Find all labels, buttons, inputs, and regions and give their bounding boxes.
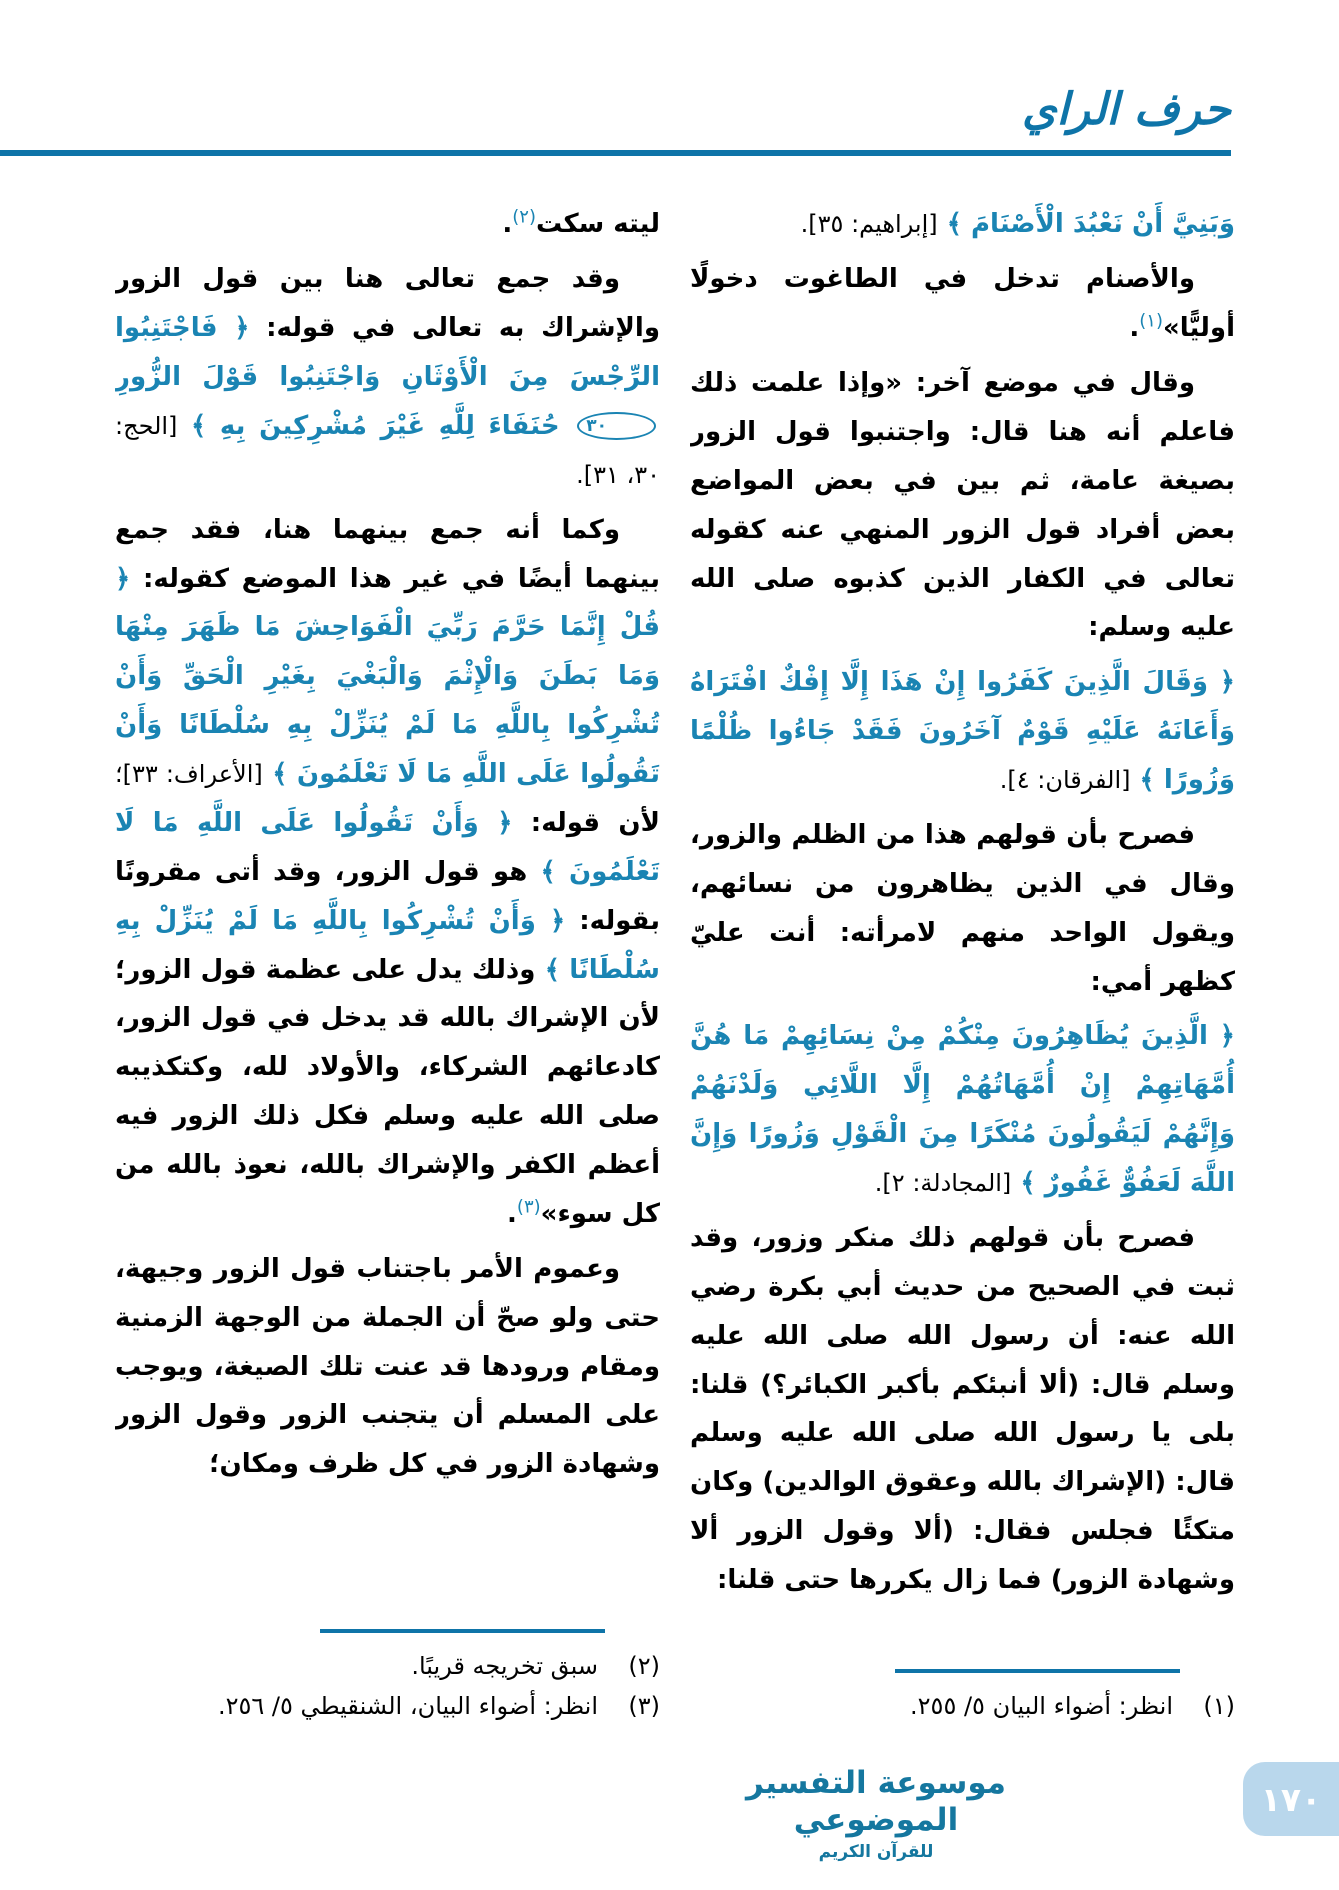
chapter-header <box>0 0 1339 156</box>
text-columns <box>0 156 1339 1732</box>
paragraph <box>115 506 660 1239</box>
verse-citation: [الفرقان: ٤]. <box>999 766 1131 795</box>
body-text: وذلك يدل على عظمة قول الزور؛ لأن الإشراك بالله قد يدخل في قول الزور، كادعائهم الشركاء، والأولاد لله، وكتكذيبه صلى الله عليه وسلم فكل ذلك الزور فيه أعظم الكفر والإشراك بالله، نعوذ بالله من كل سوء» <box>115 954 660 1229</box>
paragraph <box>115 200 660 249</box>
footnote-number: (٢) <box>628 1652 660 1681</box>
quran-verse: ﴿ وَأَنْ تَقُولُوا عَلَى اللَّهِ مَا لَا تَعْلَمُونَ ﴾ <box>115 807 660 887</box>
body-text: لأن قوله: <box>512 807 660 838</box>
paragraph <box>690 359 1235 652</box>
paragraph <box>115 1245 660 1489</box>
body-text: وعموم الأمر باجتناب قول الزور وجيهة، حتى ولو صحّ أن الجملة من الوجهة الزمنية ومقام ورودها قد عنت تلك الصيغة، ويوجب على المسلم أن يتجنب الزور وقول الزور وشهادة الزور في كل ظرف ومكان؛ <box>115 1253 660 1480</box>
paragraph <box>115 255 660 499</box>
footnote-text: سبق تخريجه قريبًا. <box>411 1652 598 1681</box>
footnote-ref: (١) <box>1139 310 1163 332</box>
quran-verse: ﴿ وَأَنْ تُشْرِكُوا بِاللَّهِ مَا لَمْ يُنَزِّلْ بِهِ سُلْطَانًا ﴾ <box>115 905 660 985</box>
paragraph <box>690 811 1235 1007</box>
footnote-ref: (٢) <box>512 206 536 228</box>
page-number-tab <box>1243 1762 1339 1836</box>
quran-verse: حُنَفَاءَ لِلَّهِ غَيْرَ مُشْرِكِينَ بِهِ ﴾ <box>177 410 574 441</box>
body-text: وقد جمع تعالى هنا بين قول الزور والإشراك به تعالى في قوله: <box>115 264 660 344</box>
paragraph <box>690 200 1235 249</box>
body-text: فصرح بأن قولهم هذا من الظلم والزور، وقال في الذين يظاهرون من نسائهم، ويقول الواحد منهم لامرأته: أنت عليّ كظهر أمي: <box>690 819 1235 997</box>
footnote-ref: (٣) <box>516 1196 541 1218</box>
footnote <box>690 1687 1235 1727</box>
body-text: . <box>502 209 513 240</box>
verse-citation: [إبراهيم: ٣٥]. <box>800 210 938 239</box>
quran-verse: ﴿ فَاجْتَنِبُوا الرِّجْسَ مِنَ الْأَوْثَانِ وَاجْتَنِبُوا قَوْلَ الزُّورِ <box>115 313 660 393</box>
paragraph <box>690 255 1235 353</box>
body-text: ليته سكت <box>535 209 660 240</box>
footnote-text: انظر: أضواء البيان، الشنقيطي ٥/ ٢٥٦. <box>217 1691 598 1720</box>
quran-verse: وَبَنِيَّ أَنْ نَعْبُدَ الْأَصْنَامَ ﴾ <box>937 209 1235 240</box>
footnote-list-right <box>690 1687 1235 1727</box>
verse-citation: [الأعراف: ٣٣]؛ <box>115 760 263 789</box>
paragraph <box>690 1214 1235 1605</box>
footnotes-left <box>115 1629 660 1732</box>
footnote <box>115 1687 660 1727</box>
body-text: فصرح بأن قولهم ذلك منكر وزور، وقد ثبت في الصحيح من حديث أبي بكرة رضي الله عنه: أن رسول الله صلى الله عليه وسلم قال: (ألا أنبئكم بأكبر الكبائر؟) قلنا: بلى يا رسول الله صلى الله عليه وسلم قال: (الإشراك بالله وعقوق الوالدين) وكان متكئًا فجلس فقال: (ألا وقول الزور ألا وشهادة الزور) فما زال يكررها حتى قلنا: <box>690 1222 1235 1596</box>
footnote-separator <box>895 1669 1180 1673</box>
book-logo-subtitle: للقرآن الكريم <box>818 1842 934 1862</box>
footnote-text: انظر: أضواء البيان ٥/ ٢٥٥. <box>910 1691 1173 1720</box>
page-number: ١٧٠ <box>1260 1779 1322 1819</box>
quran-verse: ﴿ وَقَالَ الَّذِينَ كَفَرُوا إِنْ هَذَا إِلَّا إِفْكٌ افْتَرَاهُ وَأَعَانَهُ عَلَيْهِ قَوْمٌ آخَرُونَ فَقَدْ جَاءُوا ظُلْمًا وَزُورًا ﴾ <box>690 667 1235 796</box>
footnote-number: (١) <box>1203 1691 1235 1720</box>
footnote-number: (٣) <box>628 1691 660 1720</box>
book-logo <box>731 1765 1021 1862</box>
quran-verse: ﴿ الَّذِينَ يُظَاهِرُونَ مِنْكُمْ مِنْ نِسَائِهِمْ مَا هُنَّ أُمَّهَاتِهِمْ إِنْ أُمَّهَاتُهُمْ إِلَّا اللَّائِي وَلَدْنَهُمْ وَإِنَّهُمْ لَيَقُولُونَ مُنْكَرًا مِنَ الْقَوْلِ وَزُورًا وَإِنَّ اللَّهَ لَعَفُوٌّ غَفُورٌ ﴾ <box>690 1021 1235 1199</box>
footnote-list-left <box>115 1647 660 1726</box>
column-left <box>115 200 660 1732</box>
paragraph <box>690 658 1235 805</box>
footnote <box>115 1647 660 1687</box>
footnotes-right <box>690 1669 1235 1733</box>
column-left-body <box>115 200 660 1495</box>
footnote-separator <box>320 1629 605 1633</box>
column-right <box>690 200 1235 1732</box>
chapter-title: حرف الراي <box>1022 84 1231 135</box>
quran-verse: ﴿ قُلْ إِنَّمَا حَرَّمَ رَبِّيَ الْفَوَاحِشَ مَا ظَهَرَ مِنْهَا وَمَا بَطَنَ وَالْإِثْمَ وَالْبَغْيَ بِغَيْرِ الْحَقِّ وَأَنْ تُشْرِكُوا بِاللَّهِ مَا لَمْ يُنَزِّلْ بِهِ سُلْطَانًا وَأَنْ تَقُولُوا عَلَى اللَّهِ مَا لَا تَعْلَمُونَ ﴾ <box>115 563 660 790</box>
paragraph <box>690 1012 1235 1208</box>
body-text: . <box>1129 313 1140 344</box>
body-text: . <box>507 1198 517 1229</box>
body-text: والأصنام تدخل في الطاغوت دخولًا أوليًّا» <box>690 264 1235 344</box>
body-text: وقال في موضع آخر: «وإذا علمت ذلك فاعلم أنه هنا قال: واجتنبوا قول الزور بصيغة عامة، ثم بين في بعض المواضع بعض أفراد قول الزور المنهي عنه كقوله تعالى في الكفار الذين كذبوه صلى الله عليه وسلم: <box>690 368 1235 643</box>
verse-citation: [الحج: ٣٠، ٣١]. <box>115 411 660 489</box>
ayah-number: ٣٠ <box>577 412 656 440</box>
verse-citation: [المجادلة: ٢]. <box>874 1169 1012 1198</box>
book-logo-title: موسوعة التفسير الموضوعي <box>745 1764 1007 1838</box>
column-right-body <box>690 200 1235 1611</box>
body-text: هو قول الزور، وقد أتى مقرونًا بقوله: <box>115 856 660 936</box>
body-text: وكما أنه جمع بينهما هنا، فقد جمع بينهما أيضًا في غير هذا الموضع كقوله: <box>115 514 660 594</box>
